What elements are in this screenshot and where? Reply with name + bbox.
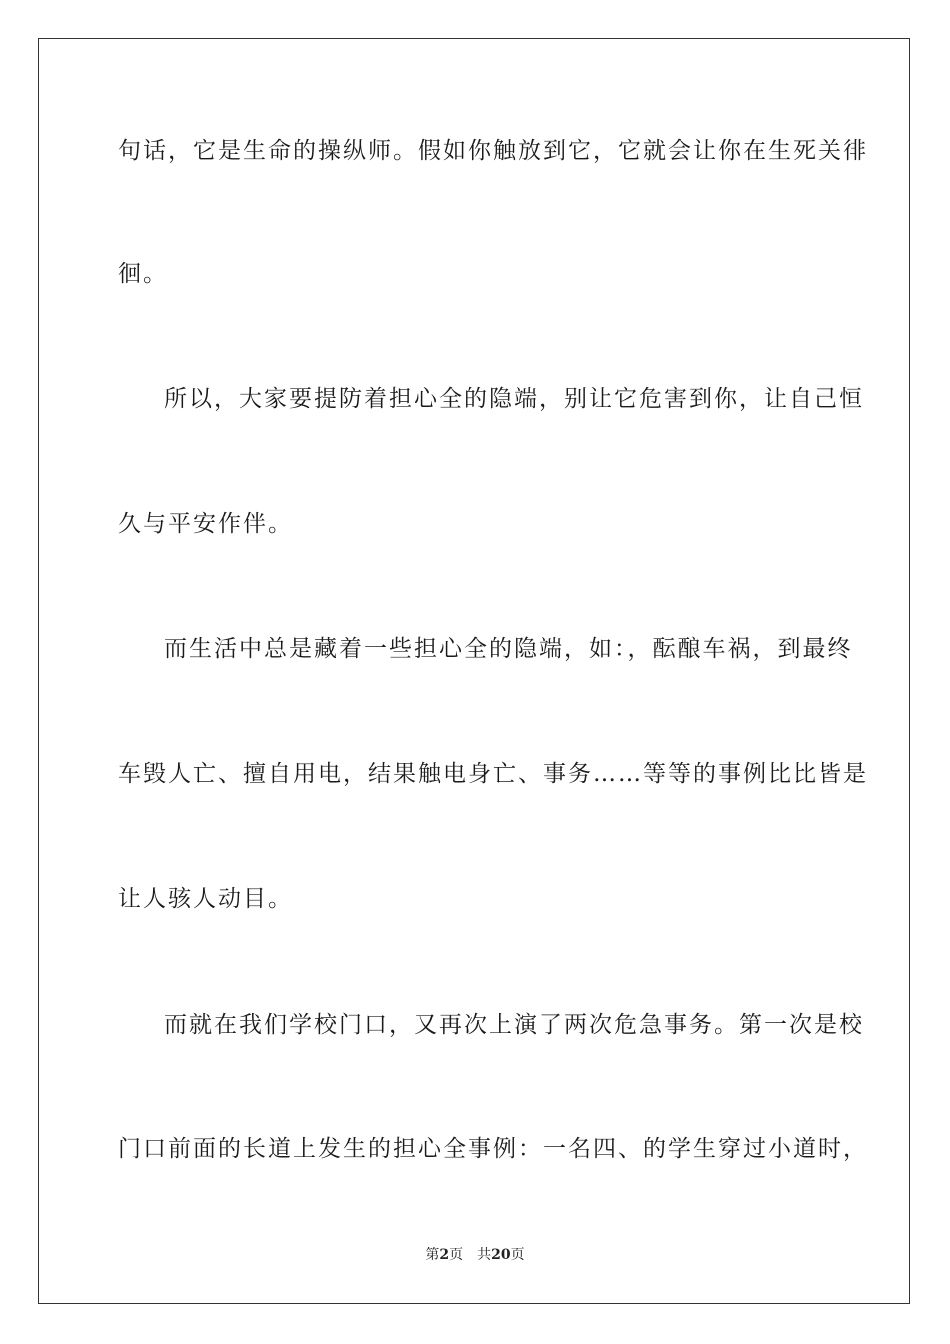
- text-line-5: 而生活中总是藏着一些担心全的隐端，如：，酝酿车祸，到最终: [164, 636, 853, 662]
- footer-total-number: 20: [491, 1247, 511, 1263]
- text-line-2: 徊。: [118, 261, 168, 287]
- text-line-7: 让人骇人动目。: [118, 886, 293, 912]
- page-frame: [38, 38, 910, 1304]
- text-line-3: 所以，大家要提防着担心全的隐端，别让它危害到你，让自己恒: [164, 386, 864, 412]
- text-line-6: 车毁人亡、擅自用电，结果触电身亡、事务……等等的事例比比皆是: [118, 761, 868, 787]
- page-footer: [0, 1245, 950, 1265]
- footer-page-suffix: 页: [449, 1247, 464, 1263]
- footer-total-suffix: 页: [510, 1247, 525, 1263]
- footer-page-prefix: 第: [425, 1247, 440, 1263]
- text-line-1: 句话，它是生命的操纵师。假如你触放到它，它就会让你在生死关徘: [118, 138, 868, 164]
- text-line-8: 而就在我们学校门口，又再次上演了两次危急事务。第一次是校: [164, 1012, 864, 1038]
- text-line-9: 门口前面的长道上发生的担心全事例：一名四、的学生穿过小道时，: [118, 1136, 868, 1162]
- footer-page-number: 2: [439, 1247, 450, 1263]
- footer-total-prefix: 共: [477, 1247, 492, 1263]
- text-line-4: 久与平安作伴。: [118, 511, 293, 537]
